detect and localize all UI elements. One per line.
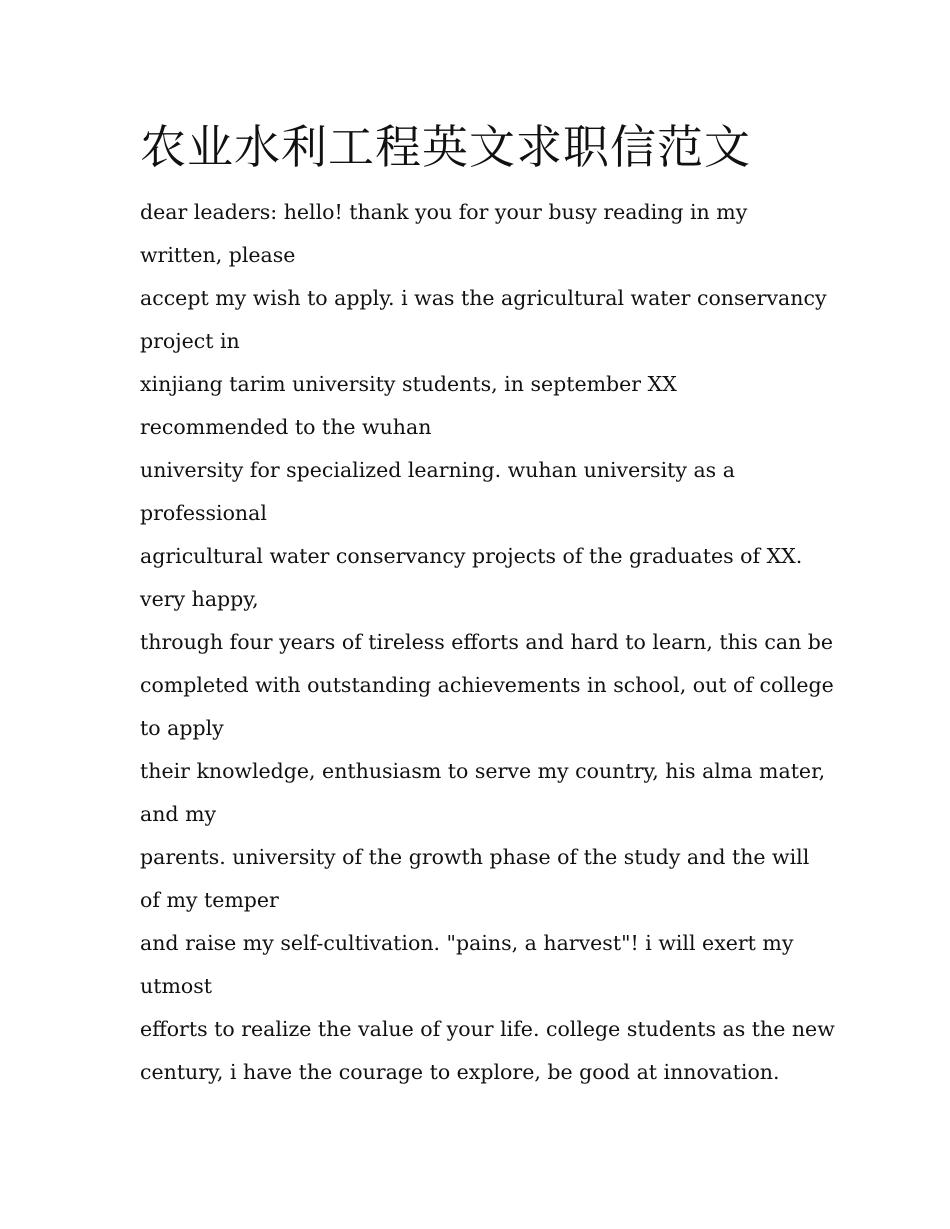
text-line: and raise my self-cultivation. "pains, a harvest"! i will exert my: [140, 931, 794, 955]
page-title: 农业水利工程英文求职信范文: [140, 120, 751, 174]
text-line: their knowledge, enthusiasm to serve my country, his alma mater,: [140, 759, 826, 783]
text-line: to apply: [140, 716, 224, 740]
text-line: written, please: [140, 243, 296, 267]
text-line: utmost: [140, 974, 212, 998]
text-line: xinjiang tarim university students, in september XX: [140, 372, 677, 396]
letter-body: [140, 191, 835, 1094]
text-line: agricultural water conservancy projects of the graduates of XX.: [140, 544, 803, 568]
text-line: recommended to the wuhan: [140, 415, 432, 439]
text-line: very happy,: [140, 587, 259, 611]
text-line: efforts to realize the value of your life. college students as the new: [140, 1017, 835, 1041]
text-line: century, i have the courage to explore, be good at innovation.: [140, 1060, 780, 1084]
text-line: professional: [140, 501, 267, 525]
document-page: [140, 112, 835, 1094]
text-line: university for specialized learning. wuhan university as a: [140, 458, 735, 482]
text-line: dear leaders: hello! thank you for your busy reading in my: [140, 200, 748, 224]
text-line: parents. university of the growth phase of the study and the will: [140, 845, 810, 869]
text-line: completed with outstanding achievements in school, out of college: [140, 673, 834, 697]
text-line: project in: [140, 329, 240, 353]
text-line: of my temper: [140, 888, 279, 912]
text-line: accept my wish to apply. i was the agricultural water conservancy: [140, 286, 827, 310]
text-line: and my: [140, 802, 217, 826]
text-line: through four years of tireless efforts and hard to learn, this can be: [140, 630, 834, 654]
